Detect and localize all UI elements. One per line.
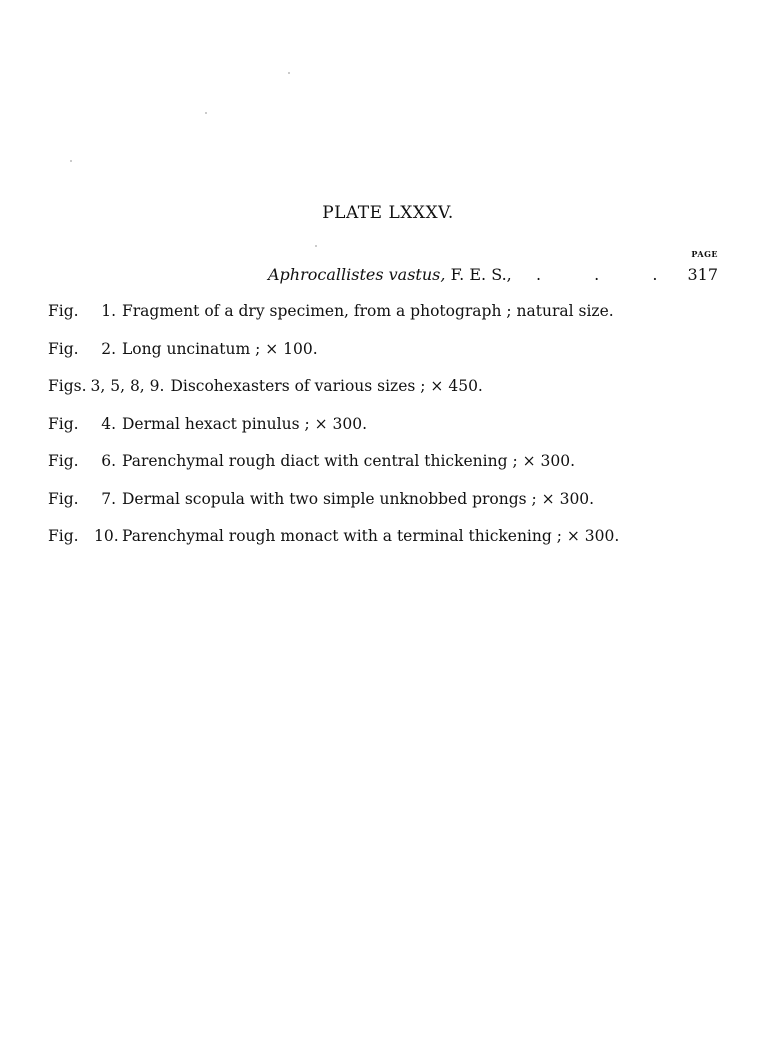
figure-entry xyxy=(48,415,748,453)
figure-number: 3, 5, 8, 9. xyxy=(90,377,165,395)
paper-speck xyxy=(288,72,290,74)
figure-label: Fig. xyxy=(48,414,79,433)
figure-number: 7. xyxy=(101,489,116,508)
figure-list xyxy=(48,302,748,565)
figure-entry xyxy=(48,377,748,415)
figure-number: 6. xyxy=(101,452,116,470)
figure-description: Dermal scopula with two simple unknobbed prongs ; × 300. xyxy=(122,489,595,508)
figure-entry xyxy=(48,302,748,340)
species-entry xyxy=(268,265,718,285)
figure-entry xyxy=(48,340,748,378)
paper-speck xyxy=(205,112,207,114)
figure-label: Figs. xyxy=(48,377,87,395)
species-name xyxy=(268,265,512,284)
figure-number: 1. xyxy=(101,302,116,320)
dot-leaders: . . . xyxy=(536,265,682,284)
species-page-number: 317 xyxy=(687,265,718,284)
plate-title: PLATE LXXXV. xyxy=(322,203,454,223)
figure-label: Fig. xyxy=(48,489,79,508)
figure-entry xyxy=(48,452,748,490)
figure-label: Fig. xyxy=(48,452,79,470)
figure-entry xyxy=(48,490,748,528)
figure-description: Fragment of a dry specimen, from a photograph ; natural size. xyxy=(122,302,614,320)
paper-speck xyxy=(70,160,72,162)
figure-label: Fig. xyxy=(48,339,79,358)
figure-label: Fig. xyxy=(48,302,79,320)
figure-number: 2. xyxy=(101,339,116,358)
figure-description: Discohexasters of various sizes ; × 450. xyxy=(170,377,483,395)
figure-number: 10. xyxy=(94,527,119,545)
figure-number: 4. xyxy=(101,414,116,433)
figure-description: Dermal hexact pinulus ; × 300. xyxy=(122,414,368,433)
figure-entry xyxy=(48,527,748,565)
figure-description: Parenchymal rough monact with a terminal thickening ; × 300. xyxy=(122,527,620,545)
page-column-label: PAGE xyxy=(691,249,718,259)
figure-label: Fig. xyxy=(48,527,79,545)
paper-speck xyxy=(315,245,317,247)
species-binomial: Aphrocallistes vastus, xyxy=(268,265,446,284)
figure-description: Long uncinatum ; × 100. xyxy=(122,339,318,358)
figure-description: Parenchymal rough diact with central thickening ; × 300. xyxy=(122,452,576,470)
species-authority: F. E. S., xyxy=(450,265,512,284)
